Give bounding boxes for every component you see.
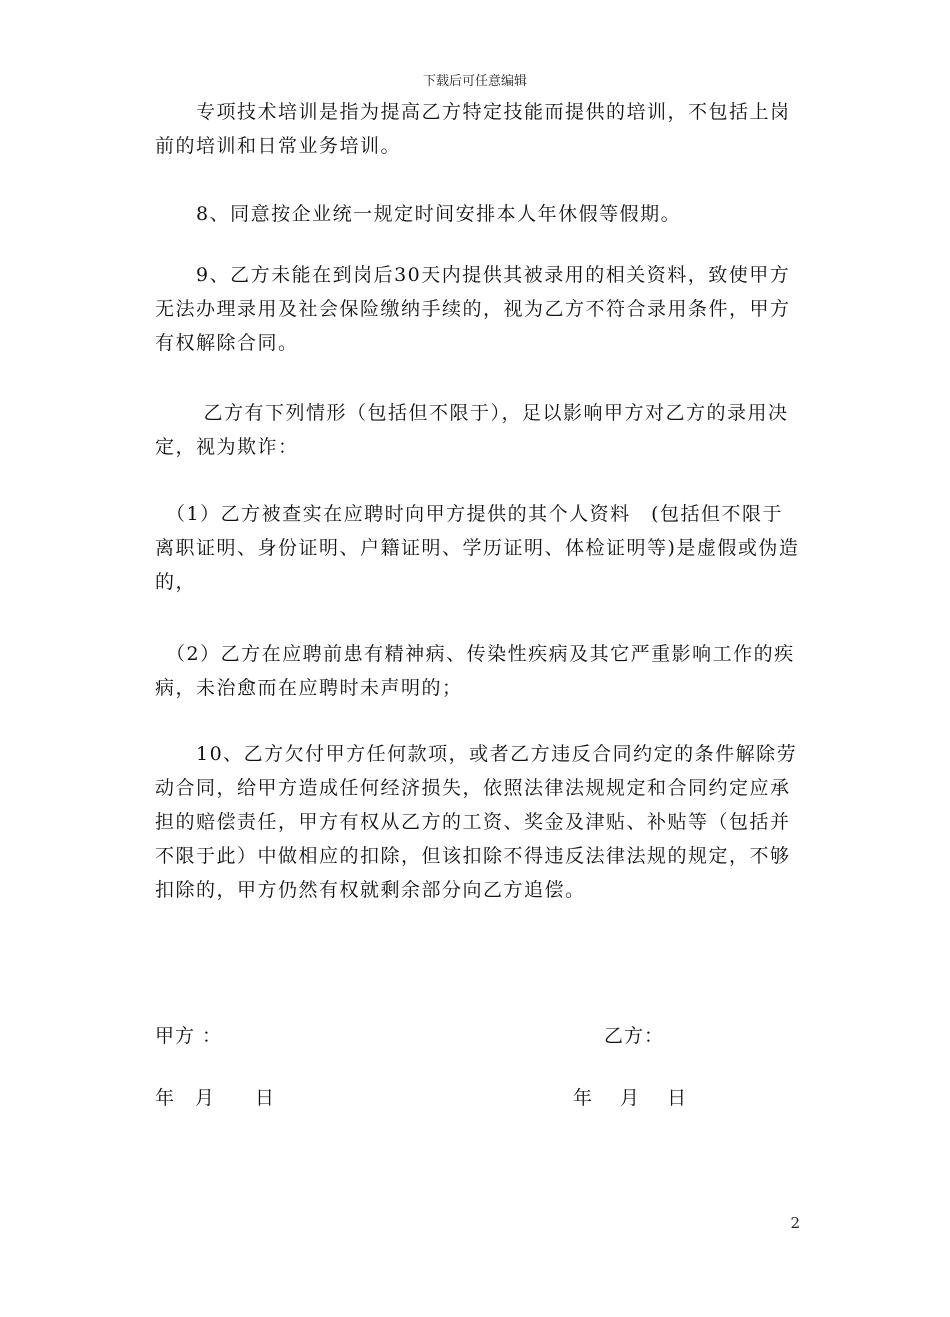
party-b-date: 年 月 日 bbox=[573, 1087, 688, 1109]
paragraph-7 bbox=[155, 737, 803, 907]
paragraph-4 bbox=[155, 396, 803, 464]
paragraph-text: 9、乙方未能在到岗后30天内提供其被录用的相关资料，致使甲方无法办理录用及社会保险缴纳手续的，视为乙方不符合录用条件，甲方有权解除合同。 bbox=[155, 264, 791, 354]
paragraph-6 bbox=[155, 637, 803, 705]
paragraph-text: （2）乙方在应聘前患有精神病、传染性疾病及其它严重影响工作的疾病，未治愈而在应聘时未声明的； bbox=[155, 643, 795, 699]
paragraph-5 bbox=[155, 497, 803, 599]
paragraph-text: （1）乙方被查实在应聘时向甲方提供的其个人资料 (包括但不限于离职证明、身份证明、户籍证明、学历证明、体检证明等)是虚假或伪造的， bbox=[155, 503, 800, 593]
paragraph-text: 8、同意按企业统一规定时间安排本人年休假等假期。 bbox=[155, 203, 682, 225]
paragraph-2 bbox=[155, 197, 803, 231]
party-b-label: 乙方： bbox=[604, 1025, 665, 1047]
paragraph-3 bbox=[155, 258, 803, 360]
page-number: 2 bbox=[790, 1214, 800, 1232]
paragraph-text: 10、乙方欠付甲方任何款项，或者乙方违反合同约定的条件解除劳动合同，给甲方造成任何经济损失，依照法律法规规定和合同约定应承担的赔偿责任，甲方有权从乙方的工资、奖金及津贴、补贴等（包括并不限于此）中做相应的扣除，但该扣除不得违反法律法规的规定，不够扣除的，甲方仍然有权就剩余部分向乙方追偿。 bbox=[155, 743, 798, 901]
page-header: 下载后可任意编辑 bbox=[422, 74, 527, 89]
paragraph-text: 乙方有下列情形（包括但不限于），足以影响甲方对乙方的录用决定，视为欺诈： bbox=[155, 402, 789, 458]
party-a-date: 年 月 日 bbox=[155, 1087, 276, 1109]
party-a-label: 甲方 ： bbox=[155, 1025, 223, 1047]
paragraph-1 bbox=[155, 95, 803, 163]
paragraph-text: 专项技术培训是指为提高乙方特定技能而提供的培训，不包括上岗前的培训和日常业务培训。 bbox=[155, 101, 791, 157]
